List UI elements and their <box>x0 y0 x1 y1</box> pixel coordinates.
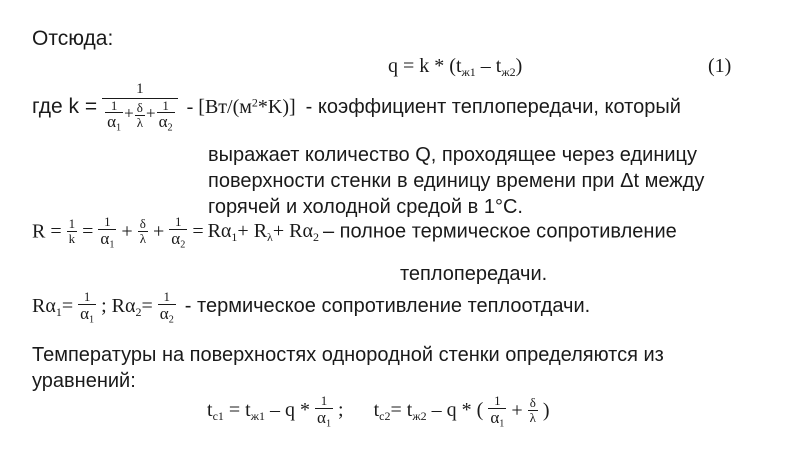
tc2-frac-1 <box>488 393 506 430</box>
ralpha2-den: α <box>159 303 169 323</box>
ralpha2 <box>101 295 153 320</box>
r-frac-1k <box>67 217 78 245</box>
equation-q <box>388 55 523 80</box>
tc2-frac1-den: α <box>490 407 500 427</box>
k-units-a: - [Вт/(м <box>186 95 252 118</box>
r-f1-num: 1 <box>68 216 76 232</box>
r-ra1-sub: 1 <box>231 230 238 245</box>
ralpha2-eq: = <box>141 295 153 318</box>
r-label: R = <box>32 220 62 243</box>
heading: Отсюда: <box>32 27 114 50</box>
eq1-mid: – t <box>475 55 502 77</box>
tc2-frac2-den: λ <box>529 409 536 425</box>
k-definition <box>32 81 681 134</box>
k-units-b: *K)] <box>257 95 296 118</box>
tc2-eq-sub: ж2 <box>412 409 427 424</box>
eq1-sub1: ж1 <box>461 65 476 80</box>
r-definition <box>32 214 677 251</box>
eq1-lhs: q = k * (t <box>388 55 462 77</box>
paragraph-k-line1: выражает количество Q, проходящее через единицу <box>208 144 697 166</box>
k-units <box>187 96 296 118</box>
k-denominator <box>102 97 178 134</box>
tc2-frac1-sub: 1 <box>499 418 505 430</box>
ralpha1-sub: 1 <box>55 305 62 320</box>
tc1-mul: – q * <box>270 399 311 422</box>
k-d3-sub: 2 <box>167 122 173 134</box>
r-f4-sub: 2 <box>180 239 186 251</box>
ralpha1 <box>32 295 74 320</box>
k-d3-den: α <box>158 112 168 132</box>
r-eq: = <box>82 220 94 243</box>
r-sum <box>207 220 319 245</box>
tc2-lhs <box>373 399 484 424</box>
paragraph-temperatures-line1: Температуры на поверхностях однородной стенки определяются из <box>32 344 664 366</box>
k-fraction <box>102 81 178 134</box>
r-description: – полное термическое сопротивление <box>322 220 677 243</box>
paragraph-k <box>208 142 704 220</box>
paragraph-k-line2: поверхности стенки в единицу времени при Δt между <box>208 170 705 192</box>
k-plus2: + <box>146 103 156 123</box>
tc1-lhs <box>207 399 311 424</box>
tc1-sub: с1 <box>212 409 224 424</box>
ralpha1-frac <box>78 289 96 326</box>
r-plus1: + <box>121 220 133 243</box>
r-ra2-sub: 2 <box>312 230 319 245</box>
r-rl-sub: λ <box>267 230 273 245</box>
tc1-frac-den: α <box>317 407 326 427</box>
tc1-frac-sub: 1 <box>325 418 332 430</box>
paragraph-k-line3: горячей и холодной средой в 1°С. <box>208 196 523 218</box>
ralpha2-sub: 2 <box>135 305 142 320</box>
tc2-frac-2 <box>528 396 538 424</box>
ralpha1-den-sub: 1 <box>89 314 95 326</box>
tc-equations <box>207 393 550 430</box>
tc-separator: ; <box>338 399 344 422</box>
ralpha-description: - термическое сопротивление теплоотдачи. <box>184 295 591 318</box>
k-d1-sub: 1 <box>116 122 122 134</box>
tc1-eq: = t <box>228 399 251 422</box>
r-ra1: Rα <box>207 220 232 243</box>
r-frac-dl <box>138 217 148 245</box>
k-units-sup: 2 <box>251 95 258 110</box>
paragraph-temperatures-line2: уравнений: <box>32 370 136 392</box>
r-description-cont: теплопередачи. <box>400 263 548 285</box>
equation-number: (1) <box>708 55 732 77</box>
r-plus3: + R <box>237 220 268 243</box>
ralpha1-den: α <box>80 303 90 323</box>
ralpha2-den-sub: 2 <box>168 314 174 326</box>
tc1-frac-num: 1 <box>315 394 333 409</box>
tc2-eq: = t <box>390 399 413 422</box>
ralpha2-num: 1 <box>158 290 176 305</box>
k-d2-den: λ <box>136 114 144 130</box>
eq1-sub2: ж2 <box>501 65 516 80</box>
r-f2-num: 1 <box>98 215 116 230</box>
r-plus4: + Rα <box>272 220 313 243</box>
r-f4-den: α <box>171 228 181 248</box>
paragraph-temperatures <box>32 342 664 394</box>
r-plus2: + <box>153 220 165 243</box>
tc2-plus: + <box>511 399 523 422</box>
k-d1-den: α <box>107 112 117 132</box>
ralpha-definition <box>32 289 591 326</box>
ralpha2-label: ; Rα <box>101 295 136 318</box>
k-d3-num: 1 <box>157 99 175 114</box>
tc2-close: ) <box>542 399 550 422</box>
tc2-frac2-num: δ <box>528 396 538 411</box>
ralpha1-num: 1 <box>78 290 96 305</box>
r-frac-1a1 <box>98 214 116 251</box>
ralpha2-frac <box>158 289 176 326</box>
k-description: - коэффициент теплопередачи, который <box>305 95 681 118</box>
r-f4-num: 1 <box>169 215 187 230</box>
r-f3-den: λ <box>139 230 147 246</box>
k-prefix: где k = <box>32 95 98 119</box>
k-d1-num: 1 <box>105 99 123 114</box>
k-d2-num: δ <box>135 101 145 116</box>
eq1-rhs: ) <box>515 55 523 77</box>
ralpha1-eq: = <box>61 295 74 318</box>
r-f1-den: k <box>68 230 76 246</box>
tc1-t: t <box>207 399 213 422</box>
tc2-t: t <box>373 399 380 422</box>
tc2-frac1-num: 1 <box>488 394 506 409</box>
tc2-sub: с2 <box>379 409 391 424</box>
k-plus1: + <box>124 103 134 123</box>
r-frac-1a2 <box>169 214 187 251</box>
r-f2-den: α <box>100 228 110 248</box>
tc1-frac <box>315 393 333 430</box>
r-f3-num: δ <box>138 217 148 232</box>
k-numerator: 1 <box>102 82 178 99</box>
ralpha1-label: Rα <box>32 295 56 318</box>
r-eq2: = <box>192 220 204 243</box>
tc1-eq-sub: ж1 <box>250 409 266 424</box>
r-f2-sub: 1 <box>109 239 115 251</box>
tc2-mul: – q * ( <box>431 399 484 422</box>
